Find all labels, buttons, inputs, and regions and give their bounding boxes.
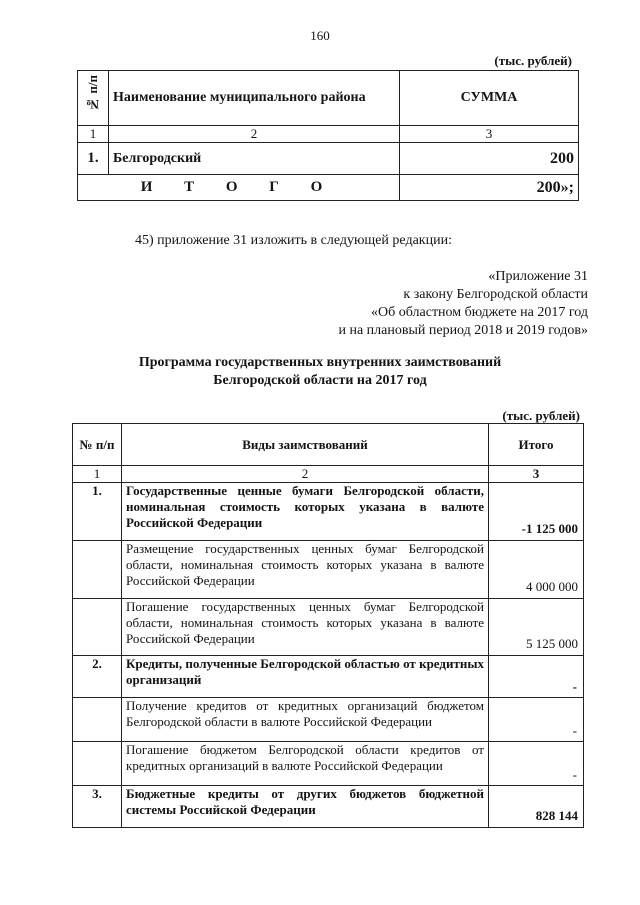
table1-header-num: № п/п (78, 71, 109, 126)
row-text: Бюджетные кредиты от других бюджетов бюджетной системы Российской Федерации (122, 786, 489, 828)
row-text: Государственные ценные бумаги Белгородской области, номинальная стоимость которых указана в валюте Российской Федерации (122, 483, 489, 541)
table1-unit: (тыс. рублей) (494, 53, 572, 68)
instruction-text: 45) приложение 31 изложить в следующей редакции: (135, 233, 452, 248)
row-num (73, 742, 122, 786)
table2-index-2: 2 (122, 466, 489, 483)
appendix-line-2: к закону Белгородской области (403, 287, 588, 302)
table1-index-2: 2 (109, 126, 400, 143)
row-value: - (572, 723, 577, 738)
row-value: -1 125 000 (521, 521, 578, 536)
appendix-line-4: и на плановый период 2018 и 2019 годов» (338, 323, 588, 338)
program-title-line-2: Белгородской области на 2017 год (213, 373, 427, 388)
table-row (73, 786, 584, 828)
row-value: 4 000 000 (526, 579, 578, 594)
table-row (73, 656, 584, 698)
row-text: Погашение бюджетом Белгородской области кредитов от кредитных организаций в валюте Российской Федерации (122, 742, 489, 786)
row-value-cell (489, 541, 584, 599)
table2-index-3: 3 (489, 466, 584, 483)
row-value: 828 144 (535, 808, 578, 823)
table1-header-sum: СУММА (400, 71, 579, 126)
table1-index-1: 1 (78, 126, 109, 143)
appendix-reference (338, 268, 588, 340)
row-value-cell (489, 656, 584, 698)
table-row (73, 483, 584, 541)
row-text: Погашение государственных ценных бумаг Белгородской области, номинальная стоимость которых указана в валюте Российской Федерации (122, 599, 489, 656)
appendix-line-1: «Приложение 31 (488, 269, 588, 284)
table1-row-num: 1. (78, 143, 109, 175)
borrowing-table (72, 423, 584, 828)
program-title-line-1: Программа государственных внутренних заимствований (138, 355, 502, 370)
row-text: Размещение государственных ценных бумаг Белгородской области, номинальная стоимость которых указана в валюте Российской Федерации (122, 541, 489, 599)
table1-header-name: Наименование муниципального района (109, 71, 400, 126)
row-num (73, 541, 122, 599)
row-value-cell (489, 742, 584, 786)
program-title (0, 354, 640, 390)
table1-total-sum: 200»; (400, 175, 579, 201)
row-value-cell (489, 599, 584, 656)
table-row (73, 599, 584, 656)
table1-row-name: Белгородский (109, 143, 400, 175)
row-value: - (572, 679, 577, 694)
table2-header-type: Виды заимствований (122, 424, 489, 466)
row-text: Получение кредитов от кредитных организаций бюджетом Белгородской области в валюте Российской Федерации (122, 698, 489, 742)
row-value: 5 125 000 (526, 636, 578, 651)
row-value-cell (489, 786, 584, 828)
row-num (73, 698, 122, 742)
row-num (73, 599, 122, 656)
table-row (73, 742, 584, 786)
table2-unit: (тыс. рублей) (502, 408, 580, 423)
row-num: 3. (73, 786, 122, 828)
row-value-cell (489, 483, 584, 541)
page-number: 160 (310, 28, 330, 43)
table1-index-3: 3 (400, 126, 579, 143)
table2-header-total: Итого (489, 424, 584, 466)
district-table (77, 70, 579, 201)
table2-index-1: 1 (73, 466, 122, 483)
appendix-line-3: «Об областном бюджете на 2017 год (371, 305, 588, 320)
table-row (73, 698, 584, 742)
table2-header-num: № п/п (73, 424, 122, 466)
table1-total-label: И Т О Г О (78, 175, 400, 201)
table-row (73, 541, 584, 599)
row-num: 2. (73, 656, 122, 698)
table1-row-sum: 200 (400, 143, 579, 175)
row-value: - (572, 767, 577, 782)
row-value-cell (489, 698, 584, 742)
row-text: Кредиты, полученные Белгородской областью от кредитных организаций (122, 656, 489, 698)
row-num: 1. (73, 483, 122, 541)
